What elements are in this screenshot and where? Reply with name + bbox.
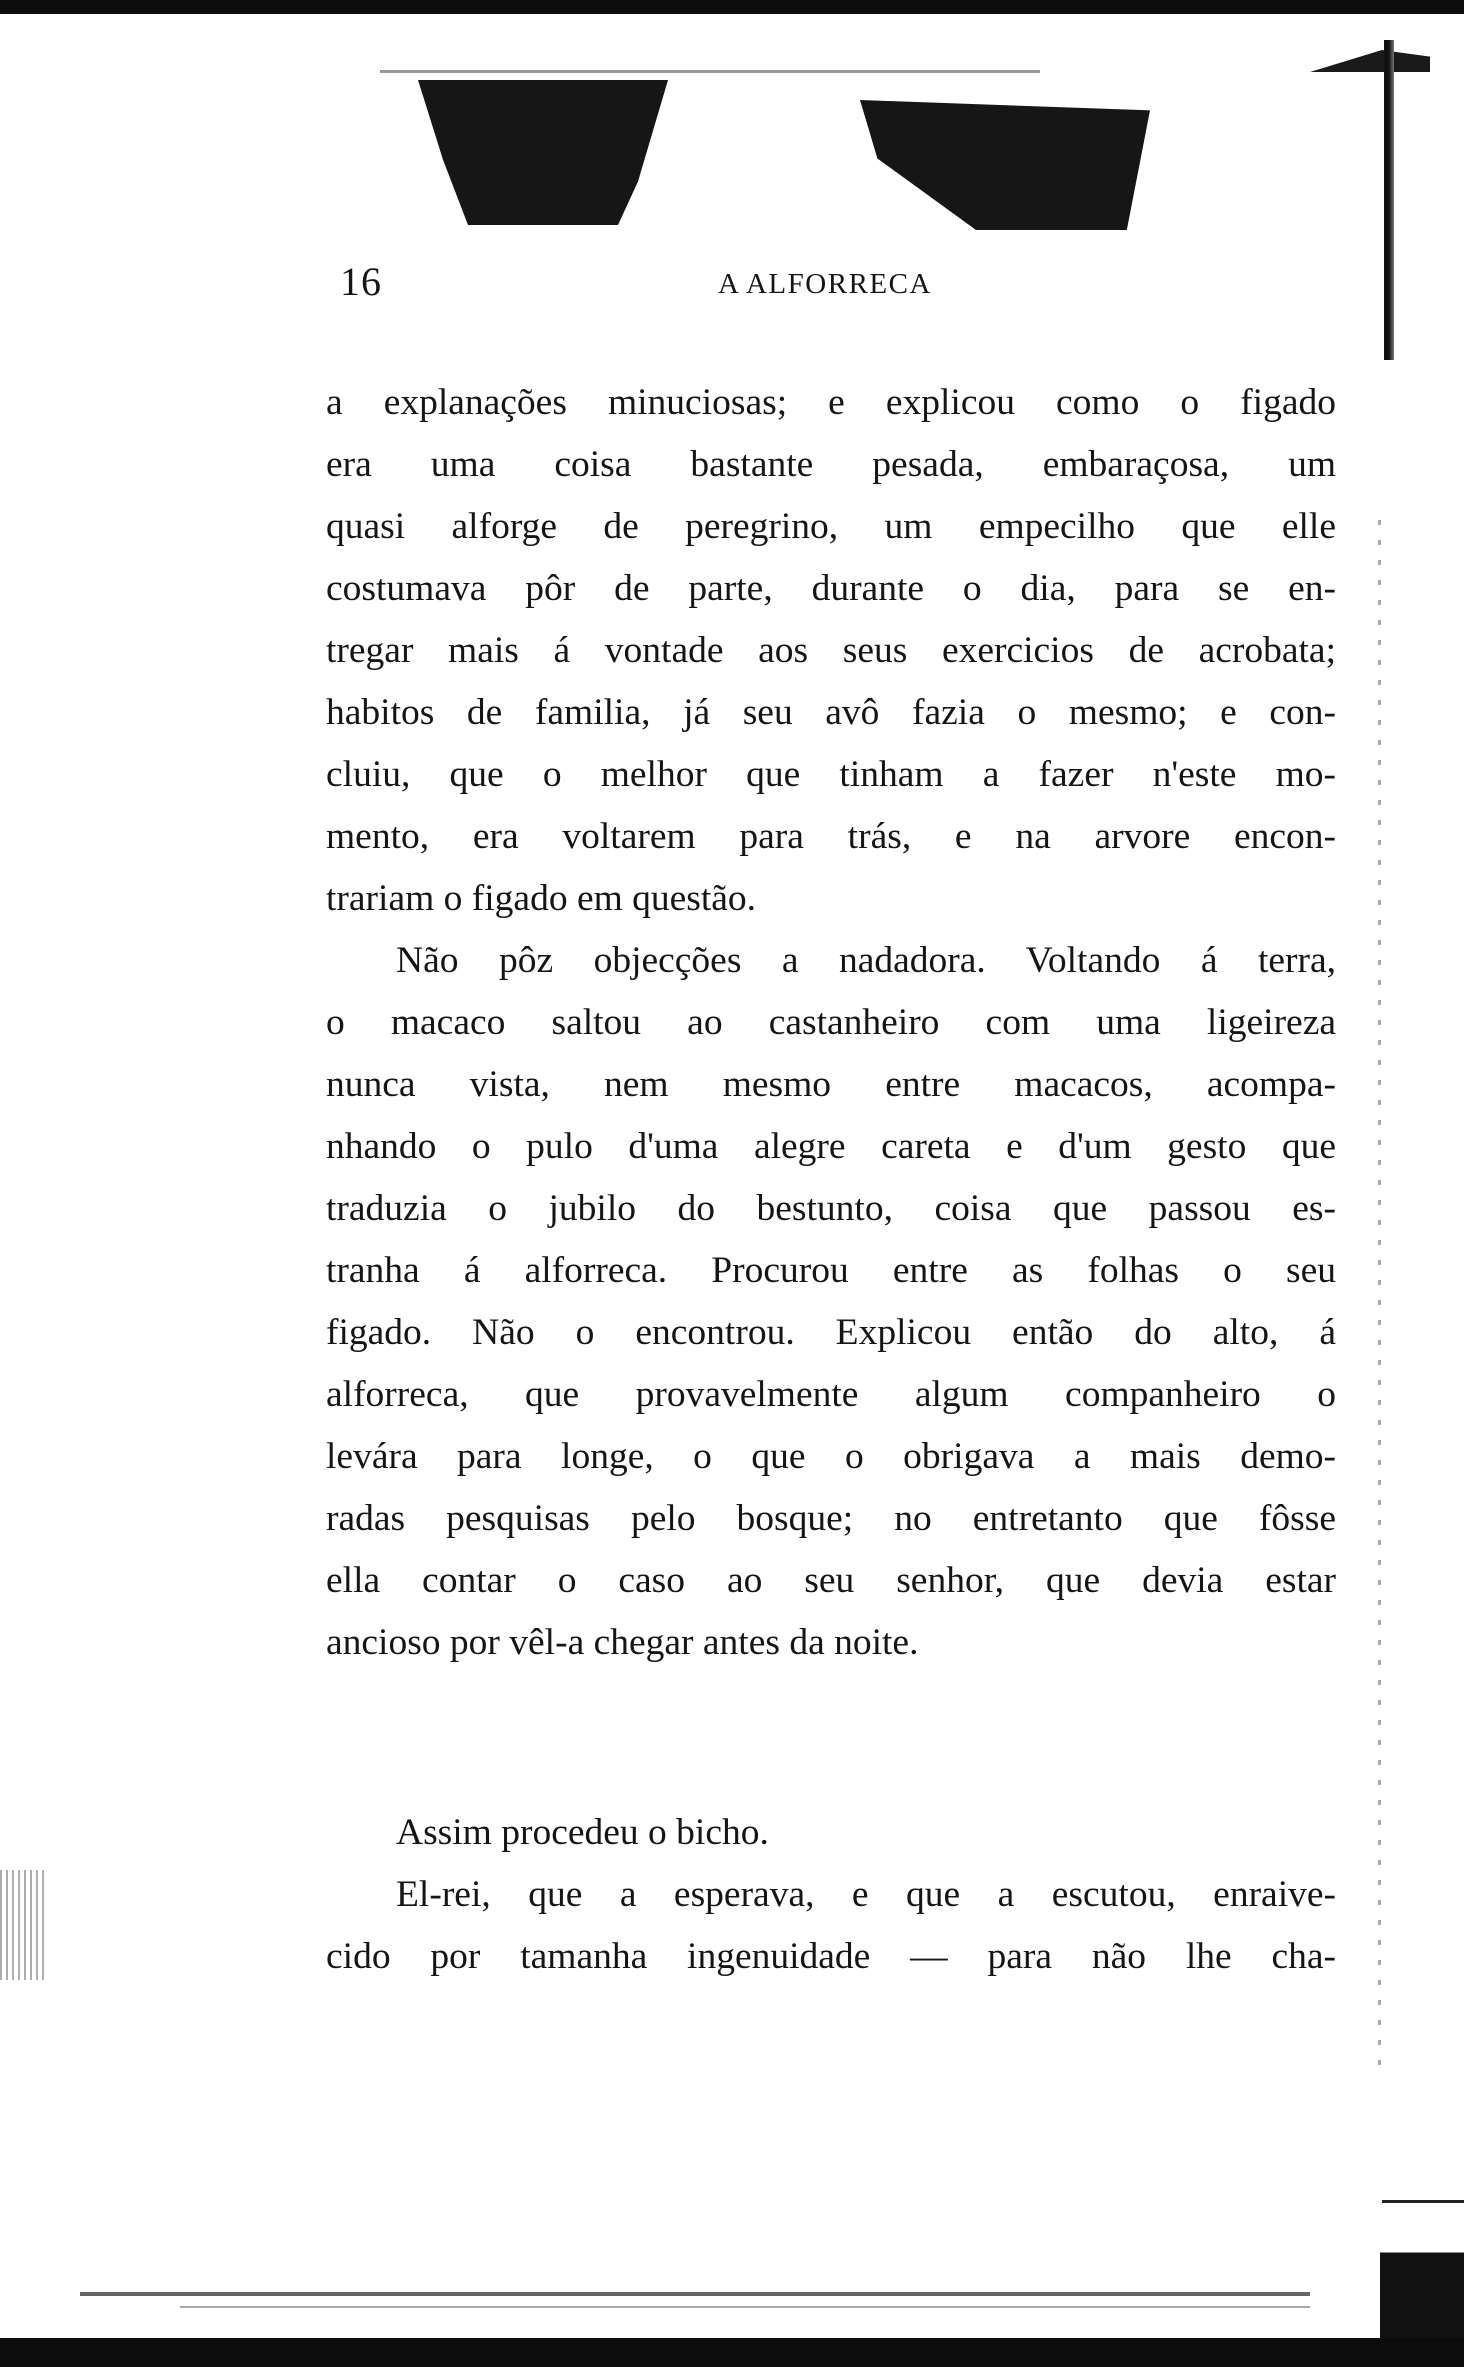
- scan-mark-bottom-rule: [80, 2292, 1310, 2296]
- text-line: El-rei, que a esperava, e que a escutou, enraive-: [396, 1874, 1336, 1915]
- text-line: levára para longe, o que o obrigava a mais demo-: [326, 1436, 1336, 1477]
- paragraph-4: [326, 1864, 1336, 1988]
- text-line: nunca vista, nem mesmo entre macacos, acompa-: [326, 1064, 1336, 1105]
- scan-edge-top: [0, 0, 1464, 14]
- text-line: traduzia o jubilo do bestunto, coisa que passou es-: [326, 1188, 1336, 1229]
- text-line: Não pôz objecções a nadadora. Voltando á terra,: [396, 940, 1336, 981]
- scan-edge-right: [1384, 40, 1394, 360]
- paragraph-2: [326, 930, 1336, 1674]
- text-line: Assim procedeu o bicho.: [396, 1812, 769, 1853]
- text-line: mento, era voltarem para trás, e na arvore encon-: [326, 816, 1336, 857]
- text-line: cido por tamanha ingenuidade — para não lhe cha-: [326, 1936, 1336, 1977]
- text-line: alforreca, que provavelmente algum companheiro o: [326, 1374, 1336, 1415]
- scan-smudge-right: [860, 100, 1150, 230]
- text-line: ancioso por vêl-a chegar antes da noite.: [326, 1622, 919, 1663]
- text-line: costumava pôr de parte, durante o dia, para se en-: [326, 568, 1336, 609]
- text-line: figado. Não o encontrou. Explicou então do alto, á: [326, 1312, 1336, 1353]
- text-line: cluiu, que o melhor que tinham a fazer n'este mo-: [326, 754, 1336, 795]
- page-number: 16: [340, 259, 382, 304]
- scan-edge-bottom: [0, 2338, 1464, 2367]
- scan-mark-top-rule: [380, 70, 1040, 73]
- scan-margin-dashes: [1378, 520, 1381, 2080]
- text-line: nhando o pulo d'uma alegre careta e d'um gesto que: [326, 1126, 1336, 1167]
- text-line: radas pesquisas pelo bosque; no entretanto que fôsse: [326, 1498, 1336, 1539]
- scan-mark-corner-line: [1382, 2200, 1464, 2203]
- scan-mark-bottom-rule-thin: [180, 2306, 1310, 2308]
- text-line: quasi alforge de peregrino, um empecilho que elle: [326, 506, 1336, 547]
- scan-smudge-left: [418, 80, 668, 225]
- paragraph-1: [326, 372, 1336, 930]
- text-line: tranha á alforreca. Procurou entre as folhas o seu: [326, 1250, 1336, 1291]
- running-head: [340, 258, 1340, 308]
- text-line: era uma coisa bastante pesada, embaraçosa, um: [326, 444, 1336, 485]
- text-line: ella contar o caso ao seu senhor, que devia estar: [326, 1560, 1336, 1601]
- text-line: tregar mais á vontade aos seus exercicios de acrobata;: [326, 630, 1336, 671]
- body-text: [326, 372, 1336, 1988]
- scan-margin-ticks: [0, 1870, 46, 1980]
- scan-page-corner: [1310, 50, 1430, 72]
- section-break: [326, 1674, 1336, 1802]
- paragraph-3: [326, 1802, 1336, 1864]
- text-line: habitos de familia, já seu avô fazia o mesmo; e con-: [326, 692, 1336, 733]
- running-title: A ALFORRECA: [718, 268, 932, 300]
- text-line: a explanações minuciosas; e explicou como o figado: [326, 382, 1336, 423]
- text-line: trariam o figado em questão.: [326, 878, 757, 919]
- scan-page-corner-bottom: [1380, 2148, 1464, 2338]
- text-line: o macaco saltou ao castanheiro com uma ligeireza: [326, 1002, 1336, 1043]
